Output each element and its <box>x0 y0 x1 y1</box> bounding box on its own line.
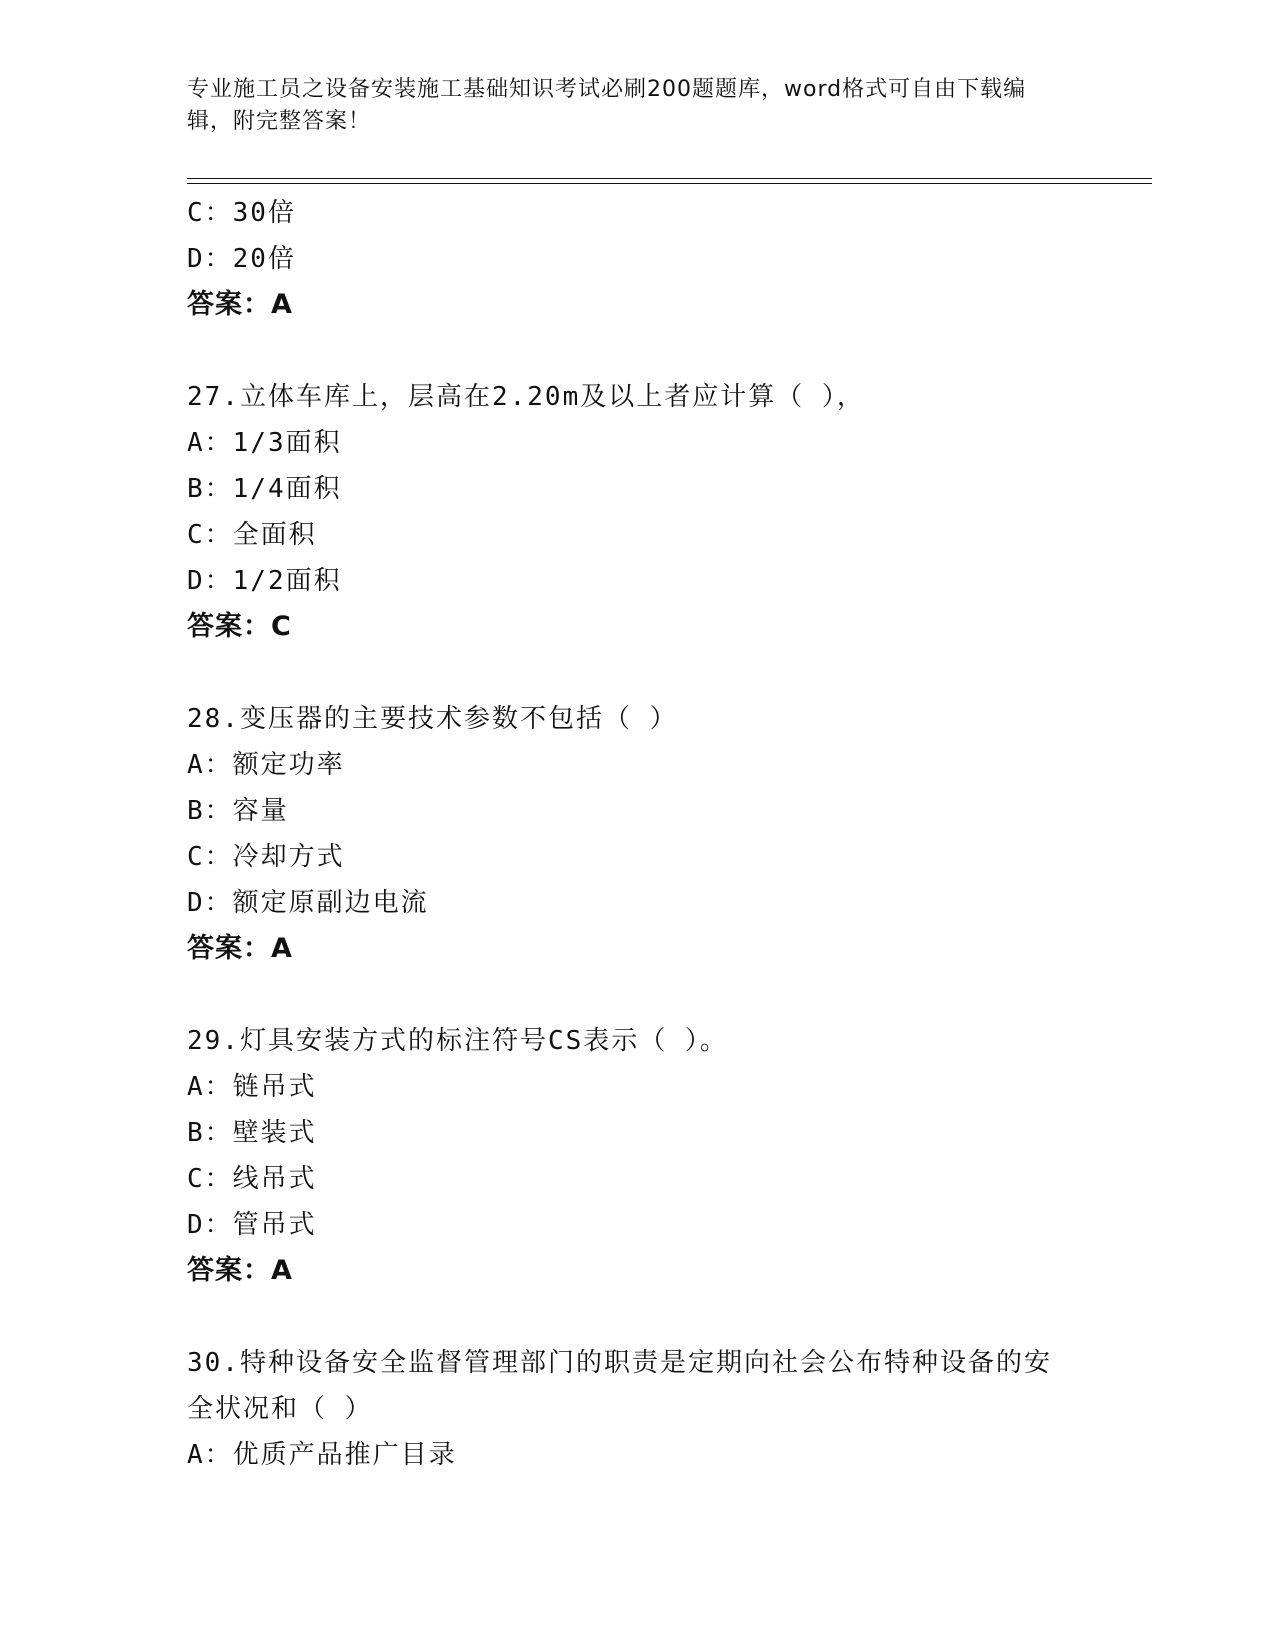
option-line <box>187 466 1087 512</box>
option-letter: A： <box>187 428 233 458</box>
question-text: 30.特种设备安全监督管理部门的职责是定期向社会公布特种设备的安全状况和（ ） <box>187 1348 1052 1424</box>
option-line <box>187 1110 1087 1156</box>
option-text: 20倍 <box>232 244 296 274</box>
option-letter: B： <box>187 474 233 504</box>
answer-label: 答案： <box>187 289 271 320</box>
option-letter: D： <box>187 1210 233 1240</box>
option-line <box>187 788 1087 834</box>
option-text: 链吊式 <box>232 1072 317 1102</box>
answer-label: 答案： <box>187 1255 271 1286</box>
answer-line <box>187 604 1087 650</box>
option-text: 管吊式 <box>232 1210 317 1240</box>
header-divider-top <box>187 178 1152 179</box>
option-line <box>187 236 1087 282</box>
document-header: 专业施工员之设备安装施工基础知识考试必刷200题题库，word格式可自由下载编辑，附完整答案！ <box>187 77 1027 134</box>
option-letter: C： <box>187 198 233 228</box>
answer-line <box>187 926 1087 972</box>
option-letter: A： <box>187 1440 233 1470</box>
option-text: 优质产品推广目录 <box>232 1440 457 1470</box>
option-line <box>187 1156 1087 1202</box>
spacer <box>187 972 1087 1018</box>
question-text: 29.灯具安装方式的标注符号CS表示（ ）。 <box>187 1026 728 1056</box>
option-text: 线吊式 <box>232 1164 317 1194</box>
option-letter: B： <box>187 1118 233 1148</box>
option-letter: C： <box>187 520 233 550</box>
answer-line <box>187 282 1087 328</box>
option-line <box>187 1432 1087 1478</box>
option-text: 30倍 <box>232 198 296 228</box>
option-text: 冷却方式 <box>232 842 345 872</box>
answer-line <box>187 1248 1087 1294</box>
option-line <box>187 834 1087 880</box>
header-divider-bottom <box>187 183 1152 184</box>
answer-value: A <box>271 289 293 320</box>
question-text: 28.变压器的主要技术参数不包括（ ） <box>187 704 678 734</box>
option-text: 1/2面积 <box>232 566 342 596</box>
option-letter: D： <box>187 244 233 274</box>
option-text: 1/3面积 <box>232 428 342 458</box>
answer-value: A <box>271 933 293 964</box>
spacer <box>187 328 1087 374</box>
answer-value: C <box>271 611 292 642</box>
option-text: 全面积 <box>232 520 317 550</box>
option-text: 1/4面积 <box>232 474 342 504</box>
option-letter: B： <box>187 796 233 826</box>
option-line <box>187 742 1087 788</box>
option-text: 额定功率 <box>232 750 345 780</box>
option-line <box>187 558 1087 604</box>
option-line <box>187 512 1087 558</box>
option-line <box>187 1064 1087 1110</box>
option-letter: A： <box>187 750 233 780</box>
spacer <box>187 650 1087 696</box>
answer-label: 答案： <box>187 611 271 642</box>
option-text: 额定原副边电流 <box>232 888 429 918</box>
option-letter: D： <box>187 888 233 918</box>
option-line <box>187 880 1087 926</box>
question-list <box>187 190 1087 1478</box>
spacer <box>187 1294 1087 1340</box>
option-text: 壁装式 <box>232 1118 317 1148</box>
option-line <box>187 420 1087 466</box>
option-letter: A： <box>187 1072 233 1102</box>
option-letter: C： <box>187 1164 233 1194</box>
option-letter: C： <box>187 842 233 872</box>
answer-value: A <box>271 1255 293 1286</box>
answer-label: 答案： <box>187 933 271 964</box>
option-line <box>187 190 1087 236</box>
option-letter: D： <box>187 566 233 596</box>
question-text: 27.立体车库上，层高在2.20m及以上者应计算（ ）， <box>187 382 865 412</box>
option-text: 容量 <box>232 796 289 826</box>
option-line <box>187 1202 1087 1248</box>
